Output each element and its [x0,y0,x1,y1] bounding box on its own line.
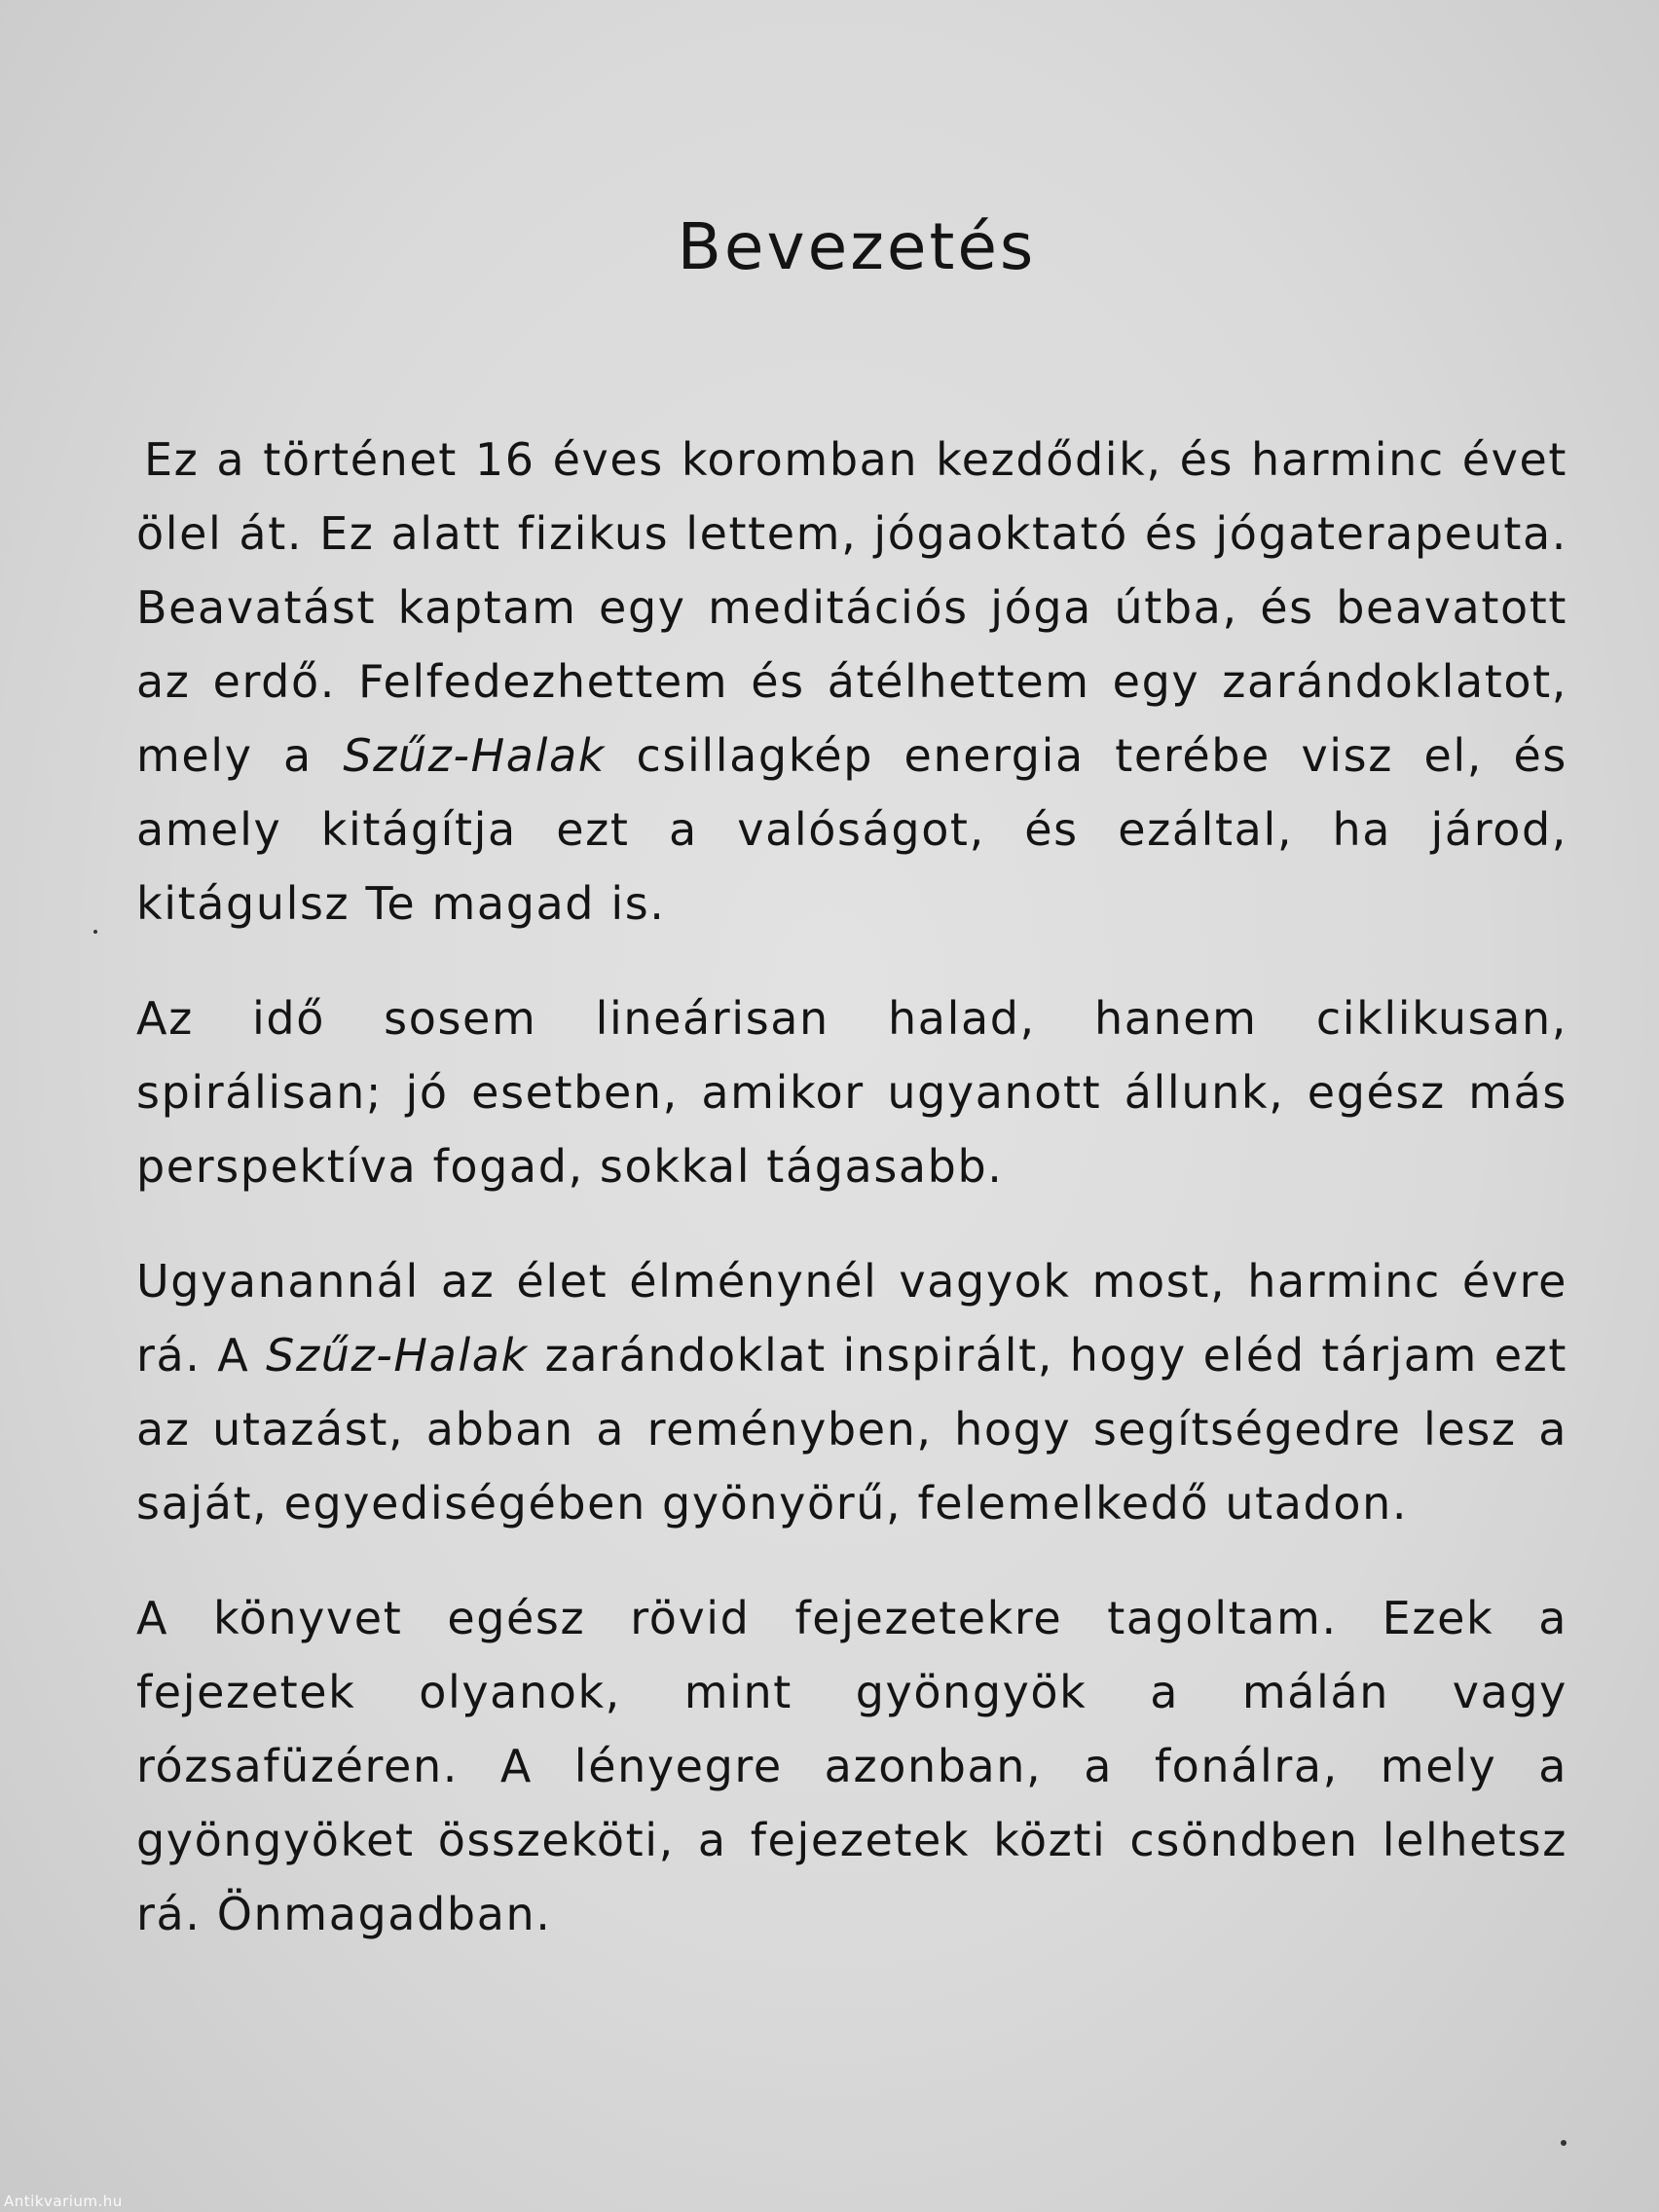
paragraph-1 [136,423,1567,940]
paragraph-2 [136,981,1567,1203]
paragraph-4 [136,1581,1567,1951]
paragraph-1-text-b: csillagkép energia terébe visz el, és amely kitágítja ezt a valóságot, és ezáltal, ha járod, kitágulsz Te magad is. [136,729,1567,930]
paragraph-3-italic-term: Szűz-Halak [266,1329,529,1382]
watermark: Antikvarium.hu [4,2193,123,2210]
page-title: Bevezetés [677,209,1037,284]
paper-speck [93,930,97,934]
paragraph-3-text-b: zarándoklat inspirált, hogy eléd tárjam ezt az utazást, abban a reményben, hogy segítségedre lesz a saját, egyediségében gyönyörű, felemelkedő utadon. [136,1329,1567,1530]
paper-speck [1561,2140,1567,2146]
paragraph-4-text: A könyvet egész rövid fejezetekre tagoltam. Ezek a fejezetek olyanok, mint gyöngyök a málán vagy rózsafüzéren. A lényegre azonban, a fonálra, mely a gyöngyöket összeköti, a fejezetek közti csöndben lelhetsz rá. Önmagadban. [136,1592,1567,1940]
paragraph-3-text-a: Ugyanannál az élet élménynél vagyok most, harminc évre rá. A [136,1255,1567,1382]
paragraph-1-text-a: Ez a történet 16 éves koromban kezdődik, és harminc évet ölel át. Ez alatt fizikus lettem, jógaoktató és jógaterapeuta. Beavatást kaptam egy meditációs jóga útba, és beavatott az erdő. Felfedezhettem és átélhettem egy zarándoklatot, mely a [136,433,1567,782]
paragraph-1-italic-term: Szűz-Halak [343,729,606,782]
paragraph-2-text: Az idő sosem lineárisan halad, hanem ciklikusan, spirálisan; jó esetben, amikor ugyanott állunk, egész más perspektíva fogad, sokkal tágasabb. [136,992,1567,1193]
paragraph-3 [136,1244,1567,1540]
body-text [136,423,1567,1951]
